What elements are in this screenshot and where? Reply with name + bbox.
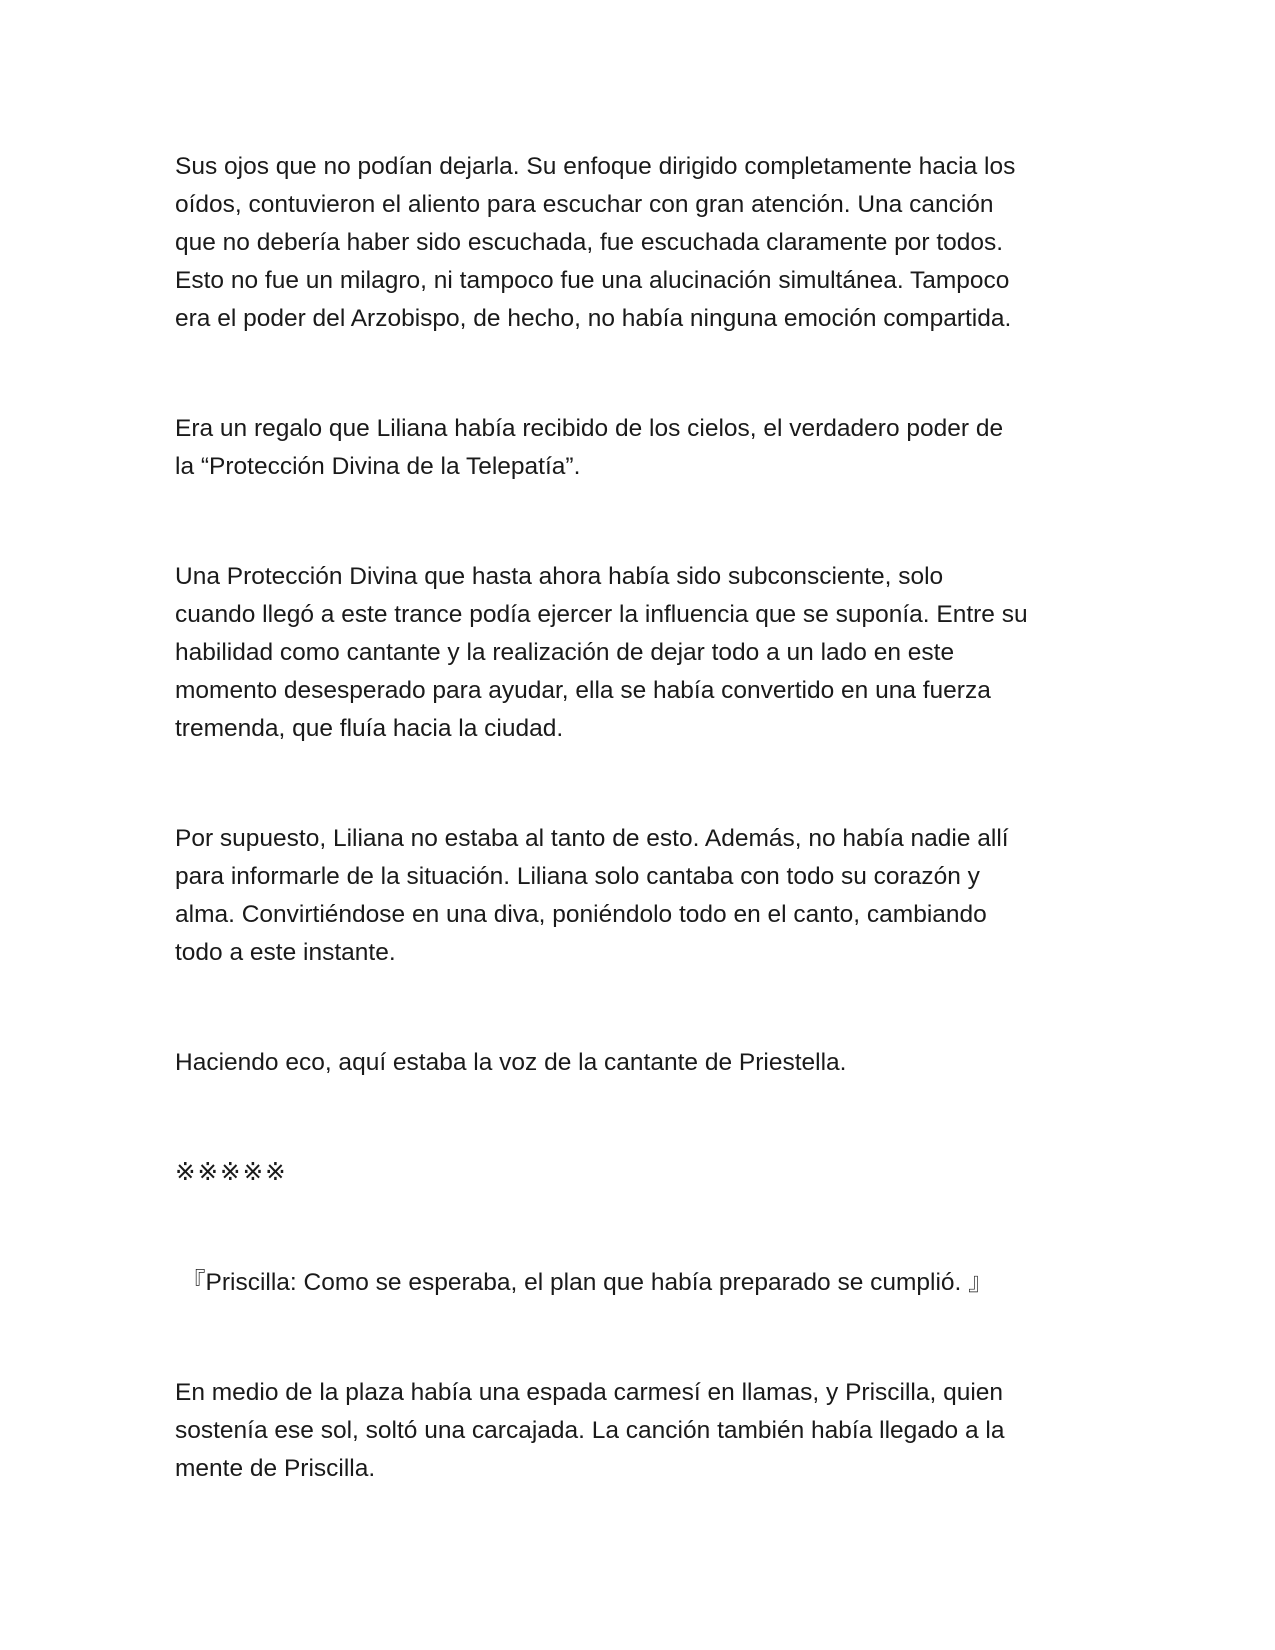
paragraph-1: Sus ojos que no podían dejarla. Su enfoque dirigido completamente hacia los oídos, contuvieron el aliento para escuchar con gran atención. Una canción que no debería haber sido escuchada, fue escuchada claramente por todos. Esto no fue un milagro, ni tampoco fue una alucinación simultánea. Tampoco era el poder del Arzobispo, de hecho, no había ninguna emoción compartida. (175, 153, 1016, 332)
paragraph-final: En medio de la plaza había una espada carmesí en llamas, y Priscilla, quien sostenía ese sol, soltó una carcajada. La canción también había llegado a la mente de Priscilla. (175, 1379, 1005, 1482)
document-body (175, 148, 1095, 1488)
scene-separator: ※※※※※ (175, 1159, 288, 1186)
paragraph-2: Era un regalo que Liliana había recibido de los cielos, el verdadero poder de la “Protección Divina de la Telepatía”. (175, 415, 1004, 480)
dialogue-line: 『Priscilla: Como se esperaba, el plan que había preparado se cumplió. 』 (181, 1269, 993, 1296)
paragraph-3: Una Protección Divina que hasta ahora había sido subconsciente, solo cuando llegó a este trance podía ejercer la influencia que se suponía. Entre su habilidad como cantante y la realización de dejar todo a un lado en este momento desesperado para ayudar, ella se había convertido en una fuerza tremenda, que fluía hacia la ciudad. (175, 563, 1028, 742)
paragraph-4: Por supuesto, Liliana no estaba al tanto de esto. Además, no había nadie allí para informarle de la situación. Liliana solo cantaba con todo su corazón y alma. Convirtiéndose en una diva, poniéndolo todo en el canto, cambiando todo a este instante. (175, 825, 1009, 966)
paragraph-5: Haciendo eco, aquí estaba la voz de la cantante de Priestella. (175, 1049, 847, 1076)
